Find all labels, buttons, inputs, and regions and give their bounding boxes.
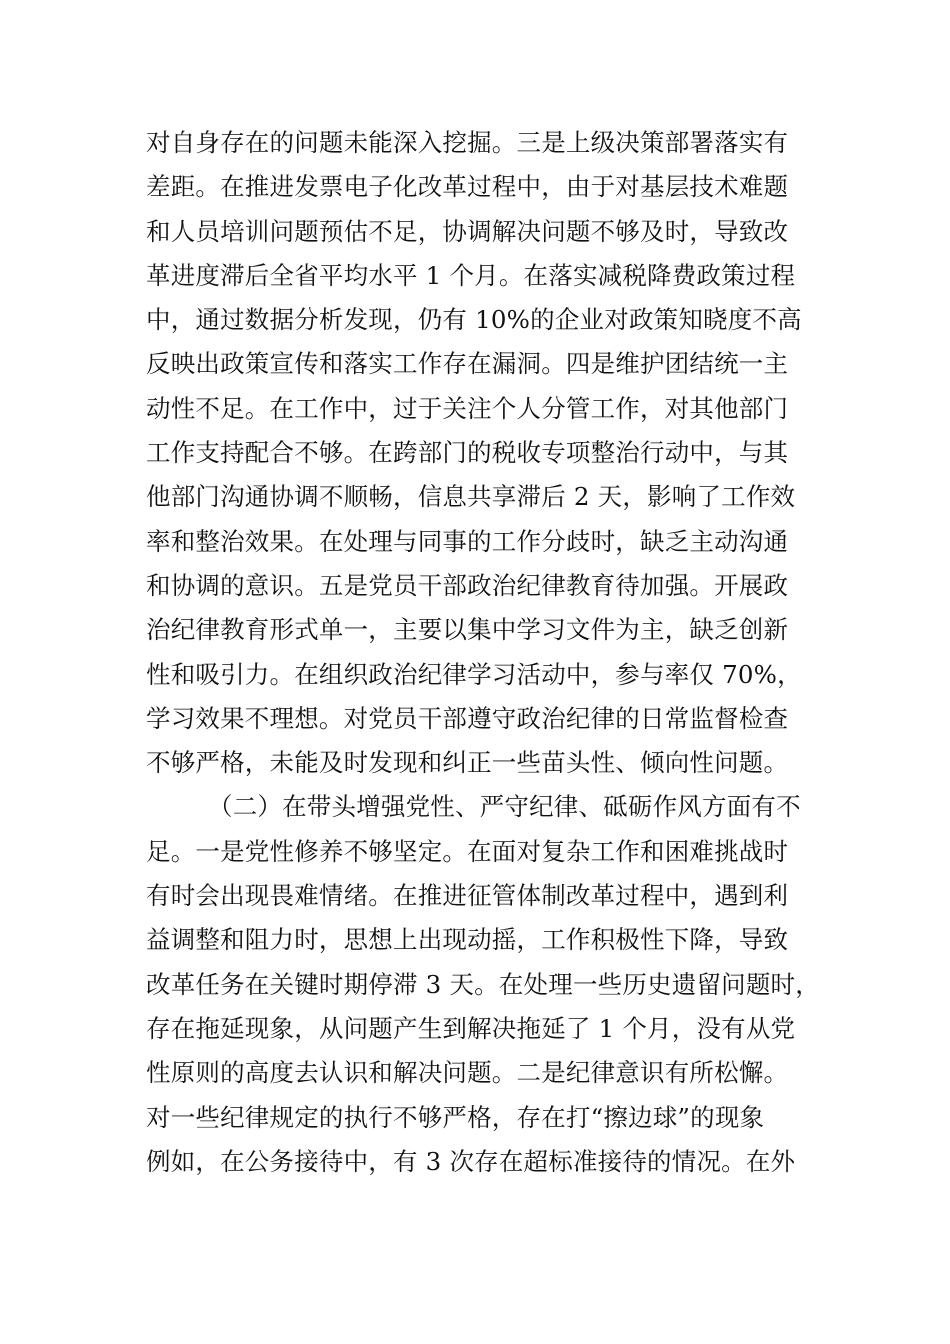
text-line: 对一些纪律规定的执行不够严格，存在打“擦边球”的现象 xyxy=(146,1102,765,1132)
text-line: 和协调的意识。五是党员干部政治纪律教育待加强。开展政 xyxy=(146,570,789,600)
text-line: 足。一是党性修养不够坚定。在面对复杂工作和困难挑战时 xyxy=(146,836,789,866)
text-line: 中，通过数据分析发现，仍有 10%的企业对政策知晓度不高 xyxy=(146,305,802,335)
text-line: 益调整和阻力时，思想上出现动摇，工作积极性下降，导致 xyxy=(146,925,789,955)
text-line: 反映出政策宣传和落实工作存在漏洞。四是维护团结统一主 xyxy=(146,349,789,379)
text-line: 不够严格，未能及时发现和纠正一些苗头性、倾向性问题。 xyxy=(146,748,789,778)
text-line: 性和吸引力。在组织政治纪律学习活动中，参与率仅 70%， xyxy=(146,659,802,689)
text-line: 他部门沟通协调不顺畅，信息共享滞后 2 天，影响了工作效 xyxy=(146,482,796,512)
body-text xyxy=(146,121,820,1184)
text-line: 对自身存在的问题未能深入挖掘。三是上级决策部署落实有 xyxy=(146,128,789,157)
text-line: 存在拖延现象，从问题产生到解决拖延了 1 个月，没有从党 xyxy=(146,1013,796,1043)
text-line: 性原则的高度去认识和解决问题。二是纪律意识有所松懈。 xyxy=(146,1058,789,1088)
text-line: 革进度滞后全省平均水平 1 个月。在落实减税降费政策过程 xyxy=(146,260,796,290)
text-line: 差距。在推进发票电子化改革过程中，由于对基层技术难题 xyxy=(146,172,789,202)
section-heading-line: （二）在带头增强党性、严守纪律、砥砺作风方面有不 xyxy=(208,792,801,822)
text-line: 和人员培训问题预估不足，协调解决问题不够及时，导致改 xyxy=(146,216,789,246)
text-line: 治纪律教育形式单一，主要以集中学习文件为主，缺乏创新 xyxy=(146,615,789,645)
text-line: 有时会出现畏难情绪。在推进征管体制改革过程中，遇到利 xyxy=(146,881,789,911)
text-line: 改革任务在关键时期停滞 3 天。在处理一些历史遗留问题时， xyxy=(146,969,820,999)
text-line: 学习效果不理想。对党员干部遵守政治纪律的日常监督检查 xyxy=(146,703,789,733)
text-line: 例如，在公务接待中，有 3 次存在超标准接待的情况。在外 xyxy=(146,1146,796,1176)
text-line: 率和整治效果。在处理与同事的工作分歧时，缺乏主动沟通 xyxy=(146,526,789,556)
text-line: 动性不足。在工作中，过于关注个人分管工作，对其他部门 xyxy=(146,393,789,423)
text-line: 工作支持配合不够。在跨部门的税收专项整治行动中，与其 xyxy=(146,438,789,468)
